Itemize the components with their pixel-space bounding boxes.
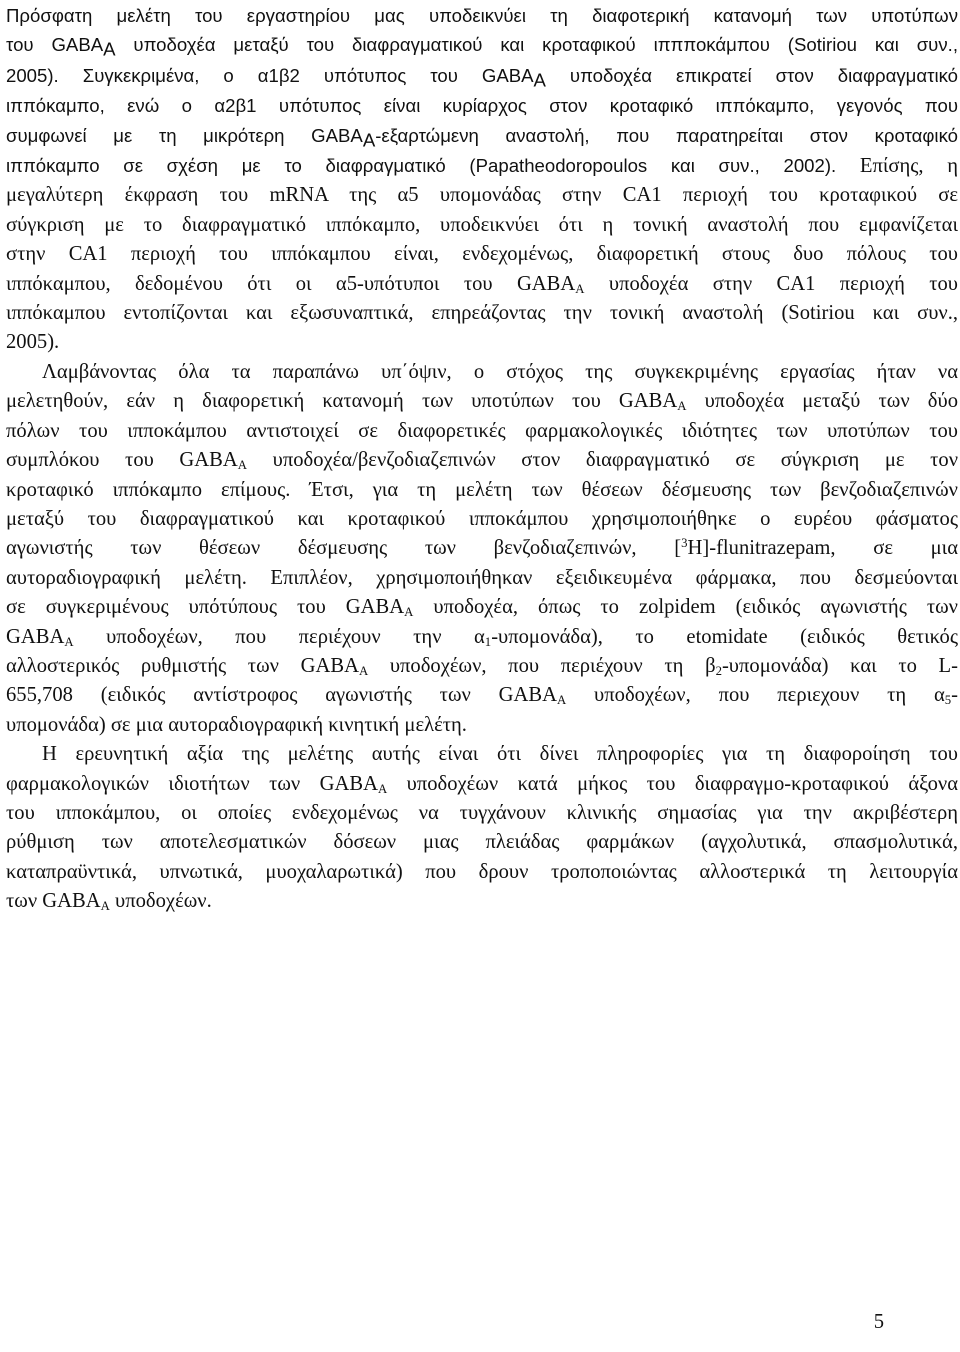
text-line: Λαμβάνοντας όλα τα παραπάνω υπ΄όψιν, ο στόχος της συγκεκριμένης εργασίας ήταν να	[42, 360, 958, 383]
text-line: συμπλόκου του $GABA_A$ υποδοχέα/βενζοδιαζεπινών στον διαφραγματικό σε σύγκριση με τον	[6, 449, 958, 473]
paragraph-3	[6, 740, 958, 916]
text-line: Πρόσφατη μελέτη του εργαστηρίου μας υποδεικνύει τη διαφοτερική κατανομή των υποτύπων	[6, 5, 958, 26]
text-line: Η ερευνητική αξία της μελέτης αυτής είναι ότι δίνει πληροφορίες για τη διαφοροίηση του	[42, 743, 958, 766]
text-line: 2005).	[6, 331, 60, 354]
body-text	[6, 1, 958, 917]
text-line: των $GABA_A$ υποδοχέων.	[6, 890, 212, 914]
text-line: αγωνιστής των θέσεων δέσμευσης των βενζοδιαζεπινών, [$^3$H]-flunitrazepam, σε μια	[6, 536, 958, 560]
text-line: στην CA1 περιοχή του ιππόκαμπου είναι, ενδεχομένως, διαφορετική στους δυο πόλους του	[6, 243, 958, 266]
paragraph-2	[6, 358, 958, 740]
paragraph-1	[6, 1, 958, 358]
text-line: ιππόκαμπο σε σχέση με το διαφραγματικό (Papatheodoropoulos και συν., 2002). Επίσης, η	[6, 155, 958, 178]
text-line: σε συγκεριμένους υπότύπους του $GABA_A$ υποδοχέα, όπως το zolpidem (ειδικός αγωνιστής των	[6, 596, 958, 620]
page-number: 5	[873, 1311, 884, 1333]
text-line: μελετηθούν, εάν η διαφορετική κατανομή των υποτύπων του $GABA_A$ υποδοχέα μεταξύ των δύο	[6, 390, 958, 414]
text-line: του ιπποκάμπου, οι οποίες ενδεχομένως να τυγχάνουν κλινικής σημασίας για την ακριβέστερη	[6, 801, 958, 824]
text-line: $GABA_A$ υποδοχέων, που περιέχουν την $\alpha_1-\upsilon\pi o\mu o\nu ά\delta\alpha$), το etomidate (ειδικός θετικός	[6, 625, 958, 649]
text-line: υπομονάδα) σε μια αυτοραδιογραφική κινητική μελέτη.	[6, 713, 467, 736]
text-line: φαρμακολογικών ιδιοτήτων των $GABA_A$ υποδοχέων κατά μήκος του διαφραγμο-κροταφικού άξονα	[6, 772, 958, 796]
text-line: ιππόκαμπου εντοπίζονται και εξωσυναπτικά, επηρεάζοντας την τονική αναστολή (Sotiriou και συν.,	[6, 302, 958, 325]
text-line: σύγκριση με το διαφραγματικό ιππόκαμπο, υποδεικνύει ότι η τονική αναστολή που εμφανίζεται	[6, 213, 958, 236]
text-line: ιππόκαμπου, δεδομένου ότι οι α5-υπότυποι του $GABA_A$ υποδοχέα στην CA1 περιοχή του	[6, 272, 958, 296]
text-line: μεγαλύτερη έκφραση του mRNA της α5 υπομονάδας στην CA1 περιοχή του κροταφικού σε	[6, 184, 958, 207]
text-line: μεταξύ του διαφραγματικού και κροταφικού ιπποκάμπου χρησιμοποιήθηκε ο ευρέου φάσματος	[6, 507, 958, 530]
text-line: συμφωνεί με τη μικρότερη $GABA_A$-εξαρτώμενη αναστολή, που παρατηρείται στον κροταφικό	[6, 124, 958, 151]
text-line: αλλοστερικός ρυθμιστής των $GABA_A$ υποδοχέων, που περιέχουν τη $\beta_2-\upsilon\pi o\mu o\nu ά\delta\alpha$) και το L-	[6, 654, 958, 679]
text-line: κροταφικό ιππόκαμπο επίμους. Έτσι, για τη μελέτη των θέσεων δέσμευσης των βενζοδιαζεπινών	[6, 478, 958, 501]
text-line: ιππόκαμπο, ενώ ο α2β1 υπότυπος είναι κυρίαρχος στον κροταφικό ιππόκαμπο, γεγονός που	[6, 95, 958, 117]
text-line: καταπραϋντικά, υπνωτικά, μυοχαλαρωτικά) που δρουν τροποποιώντας αλλοστερικά τη λειτουργία	[6, 860, 958, 883]
text-line: ρύθμιση των αποτελεσματικών δόσεων μιας πλειάδας φαρμάκων (αγχολυτικά, σπασμολυτικά,	[6, 831, 958, 854]
text-line: αυτοραδιογραφική μελέτη. Επιπλέον, χρησιμοποιήθηκαν εξειδικευμένα φάρμακα, που δεσμεύονται	[6, 566, 958, 589]
text-line: 2005). Συγκεκριμένα, ο α1β2 υπότυπος του $GABA_A$ υποδοχέα επικρατεί στον διαφραγματικό	[6, 64, 958, 91]
text-line: 655,708 (ειδικός αντίστροφος αγωνιστής των $GABA_A$ υποδοχέων, που περιεχουν τη $\alpha_5-$	[6, 684, 959, 708]
text-line: του $GABA_A$ υποδοχέα μεταξύ του διαφραγματικού και κροταφικού ιππποκάμπου (Sotiriou και συν.,	[6, 34, 958, 61]
text-line: πόλων του ιπποκάμπου αντιστοιχεί σε διαφορετικές φαρμακολογικές ιδιότητες των υποτύπων του	[6, 419, 958, 442]
